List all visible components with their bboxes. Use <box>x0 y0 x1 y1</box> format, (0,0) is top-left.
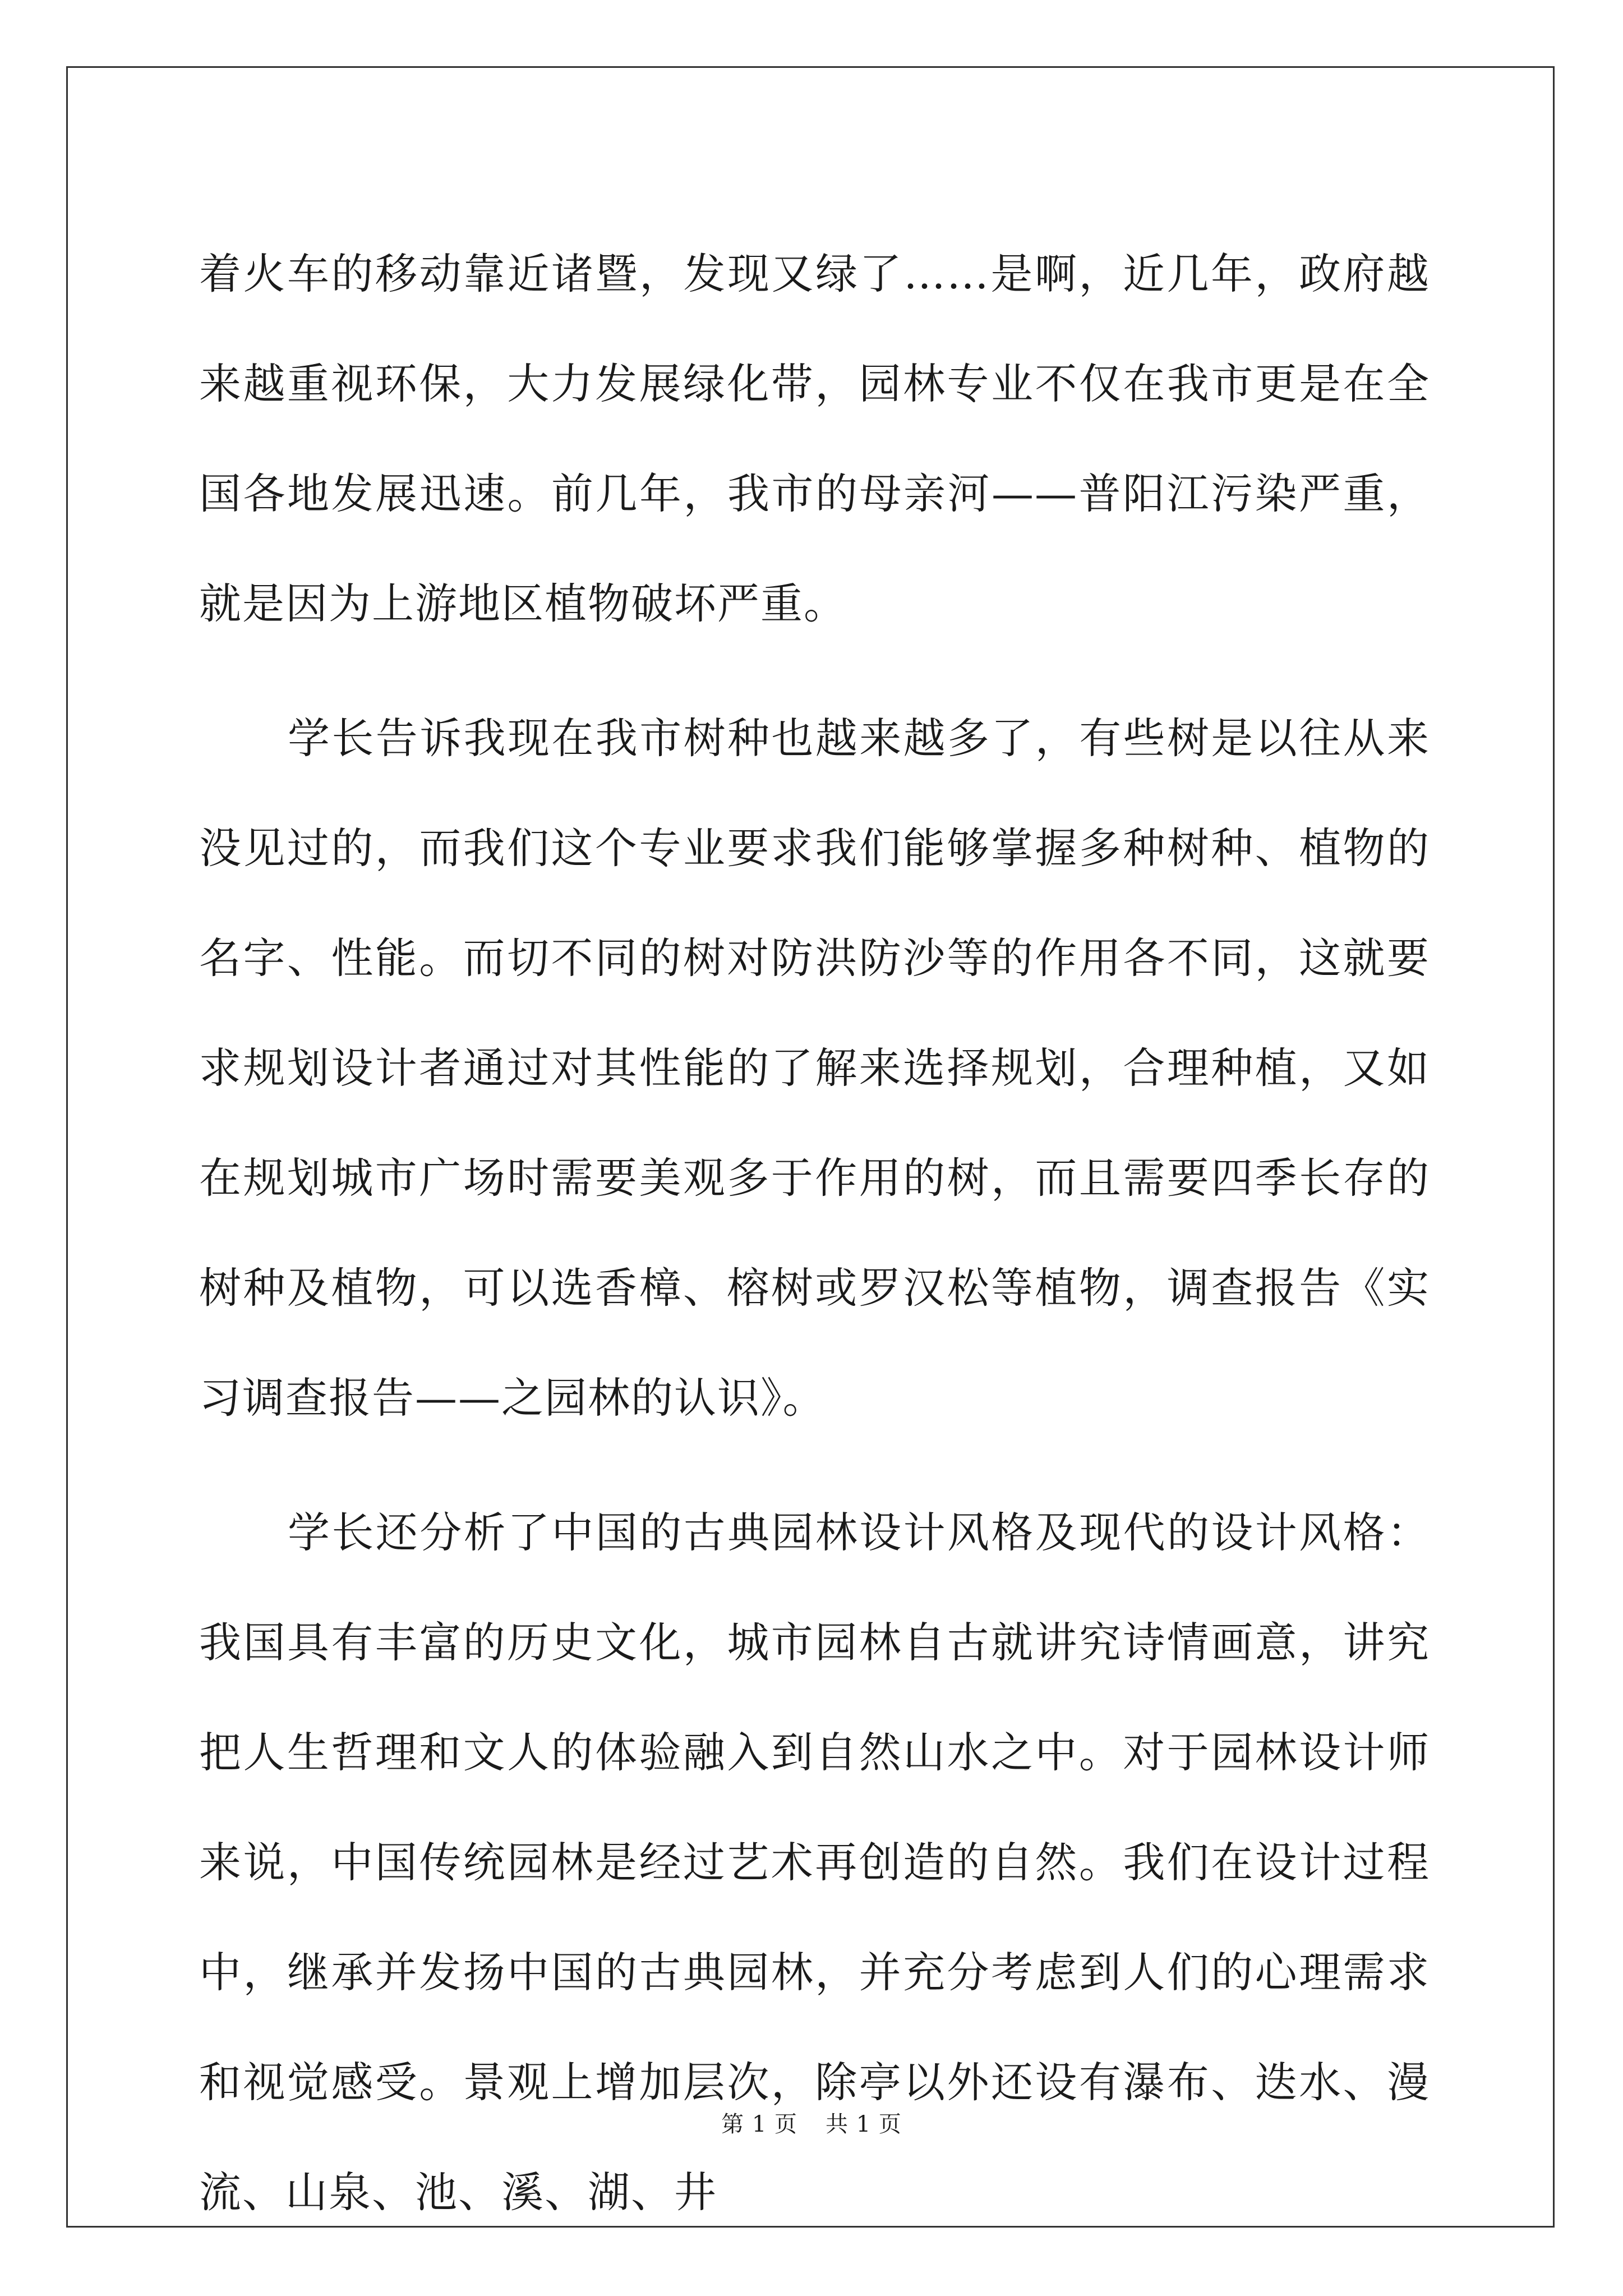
page-footer <box>0 2108 1623 2141</box>
paragraph-1: 着火车的移动靠近诸暨，发现又绿了……是啊，近几年，政府越来越重视环保，大力发展绿化带，园林专业不仅在我市更是在全国各地发展迅速。前几年，我市的母亲河——普阳江污染严重，就是因为上游地区植物破坏严重。 <box>199 249 1430 628</box>
paragraph-2: 学长告诉我现在我市树种也越来越多了，有些树是以往从来没见过的，而我们这个专业要求我们能够掌握多种树种、植物的名字、性能。而切不同的树对防洪防沙等的作用各不同，这就要求规划设计者通过对其性能的了解来选择规划，合理种植，又如在规划城市广场时需要美观多于作用的树，而且需要四季长存的树种及植物，可以选香樟、榕树或罗汉松等植物，调查报告《实习调查报告——之园林的认识》。 <box>199 714 1430 1423</box>
document-body <box>199 219 1430 2247</box>
page-number: 第 1 页 <box>721 2111 797 2137</box>
paragraph-3: 学长还分析了中国的古典园林设计风格及现代的设计风格：我国具有丰富的历史文化，城市园林自古就讲究诗情画意，讲究把人生哲理和文人的体验融入到自然山水之中。对于园林设计师来说，中国传统园林是经过艺术再创造的自然。我们在设计过程中，继承并发扬中国的古典园林，并充分考虑到人们的心理需求和视觉感受。景观上增加层次，除亭以外还设有瀑布、迭水、漫流、山泉、池、溪、湖、井 <box>199 1508 1430 2217</box>
page-total: 共 1 页 <box>826 2111 902 2137</box>
